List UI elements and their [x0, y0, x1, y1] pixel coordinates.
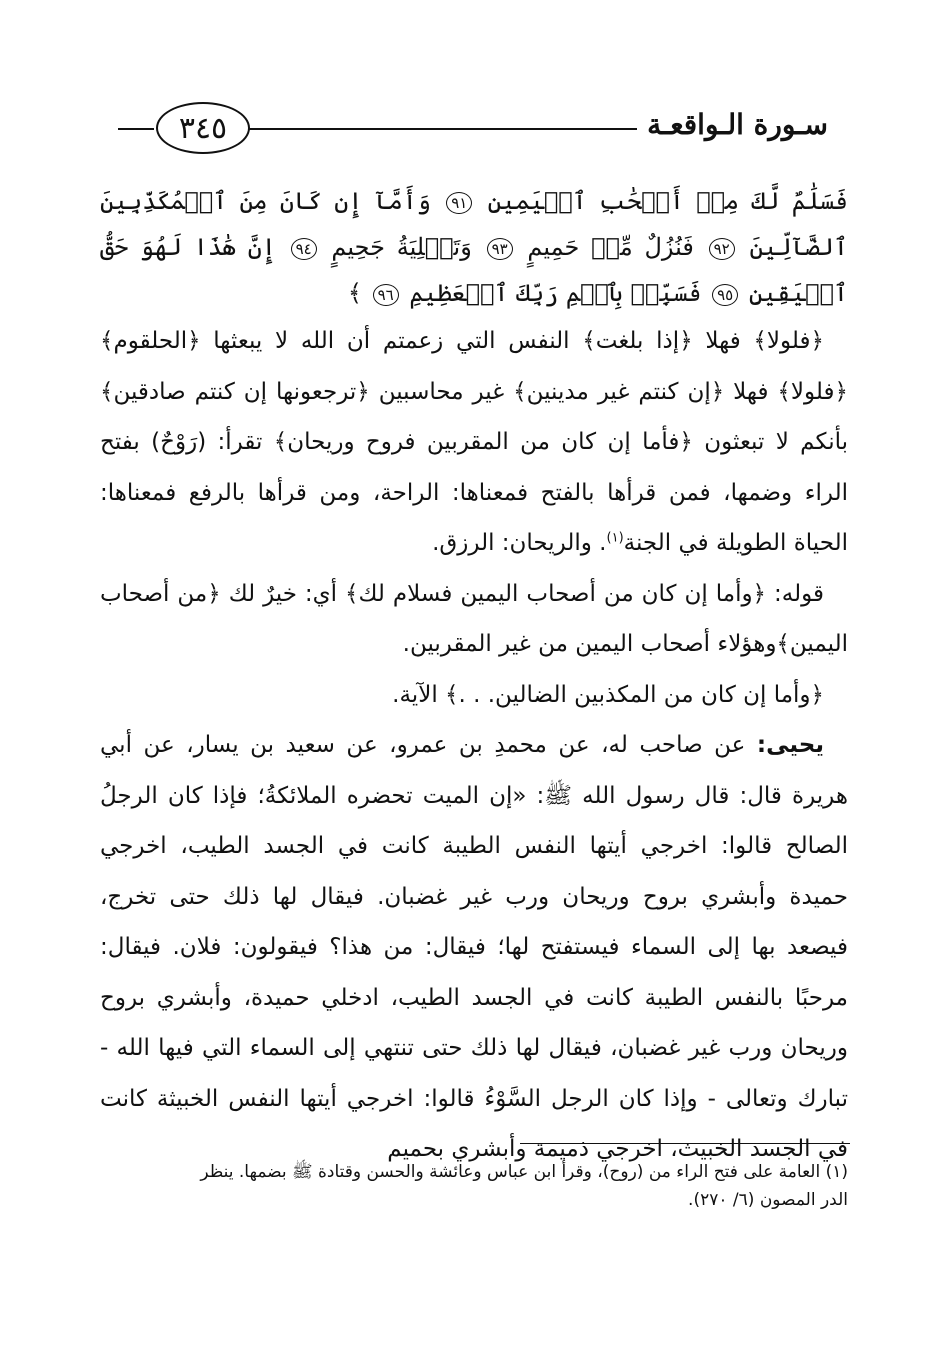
page-body: [100, 178, 848, 1175]
verse-close-bracket: ﴾: [347, 279, 362, 307]
page-header: [118, 100, 828, 160]
verse-number: ٩٦: [373, 284, 399, 306]
header-rule-short: [118, 128, 154, 130]
paragraph-text: . والريحان: الرزق.: [432, 530, 607, 556]
tafsir-paragraph: [100, 670, 848, 721]
verse-number: ٩٥: [712, 284, 738, 306]
verse-number: ٩٤: [291, 238, 317, 260]
footnote-separator: [520, 1143, 850, 1144]
page-number: ٣٤٥: [156, 102, 250, 154]
paragraph-text: عن صاحب له، عن محمدِ بن عمرو، عن سعيد بن يسار، عن أبي هريرة قال: قال رسول الله ﷺ: «إن الميت تحضره الملائكةُ؛ فإذا كان الرجلُ الصالح قالوا: اخرجي أيتها النفس الطيبة كانت في الجسد الطيب، اخرجي حميدة وأبشري بروح وريحان ورب غير غضبان. فيقال لها ذلك حتى تخرج، فيصعد بها إلى السماء فيستفتح لها؛ فيقال: من هذا؟ فيقولون: فلان. فيقال: مرحبًا بالنفس الطيبة كانت في الجسد الطيب، ادخلي حميدة، وأبشري بروح وريحان ورب غير غضبان، فيقال لها ذلك حتى تنتهي إلى السماء التي فيها الله - تبارك وتعالى - وإذا كان الرجل السَّوْءُ قالوا: اخرجي أيتها النفس الخبيثة كانت في الجسد الخبيث، اخرجي ذميمة وأبشري بحميم: [100, 732, 848, 1162]
verse-text: إِنَّ هَٰذَا لَهُوَ حَقُّ ٱلۡيَقِينِ: [100, 233, 848, 307]
verse-text: وَأَمَّآ إِن كَانَ مِنَ ٱلۡمُكَذِّبِينَ ٱلضَّآلِّينَ: [100, 187, 848, 261]
verse-number: ٩٢: [709, 238, 735, 260]
verse-number: ٩١: [446, 192, 472, 214]
verse-text: فَسَلَٰمٌ لَّكَ مِنۡ أَصۡحَٰبِ ٱلۡيَمِينِ: [487, 187, 848, 215]
verse-text: وَتَصۡلِيَةُ جَحِيمٍ: [331, 233, 472, 261]
footnote-marker: (١): [606, 530, 624, 546]
paragraph-text: ﴿فلولا﴾ فهلا ﴿إذا بلغت﴾ النفس التي زعمتم أن الله لا يبعثها ﴿الحلقوم﴾ ﴿فلولا﴾ فهلا ﴿إن كنتم غير مدينين﴾ غير محاسبين ﴿ترجعونها إن كنتم صادقين﴾ بأنكم لا تبعثون ﴿فأما إن كان من المقربين فروح وريحان﴾ تقرأ: (رَوْحٌ) بفتح الراء وضمها، فمن قرأها بالفتح فمعناها: الراحة، ومن قرأها بالرفع فمعناها: الحياة الطويلة في الجنة: [100, 328, 848, 556]
quran-verses: [100, 178, 848, 316]
hadith-paragraph: [100, 720, 848, 1175]
verse-number: ٩٣: [487, 238, 513, 260]
verse-text: فَسَبِّحۡ بِٱسۡمِ رَبِّكَ ٱلۡعَظِيمِ: [409, 279, 702, 307]
footnote: [100, 1158, 848, 1214]
footnote-line: الدر المصون (٦/ ٢٧٠).: [688, 1190, 848, 1210]
paragraph-text: ﴿وأما إن كان من المكذبين الضالين. . .﴾ الآية.: [392, 681, 824, 708]
surah-title: سـورة الـواقعـة: [637, 108, 828, 141]
tafsir-paragraph: [100, 569, 848, 670]
narrator-name: يحيى:: [756, 732, 824, 758]
tafsir-paragraph: [100, 316, 848, 569]
paragraph-text: قوله: ﴿وأما إن كان من أصحاب اليمين فسلام لك﴾ أي: خيرٌ لك ﴿من أصحاب اليمين﴾وهؤلاء أصحاب اليمين من غير المقربين.: [100, 580, 848, 657]
verse-text: فَنُزُلٌ مِّنۡ حَمِيمٍ: [527, 233, 694, 261]
footnote-line: (١) العامة على فتح الراء من (روح)، وقرأ ابن عباس وعائشة والحسن وقتادة ﷺ بضمها. ينظر: [200, 1162, 848, 1182]
